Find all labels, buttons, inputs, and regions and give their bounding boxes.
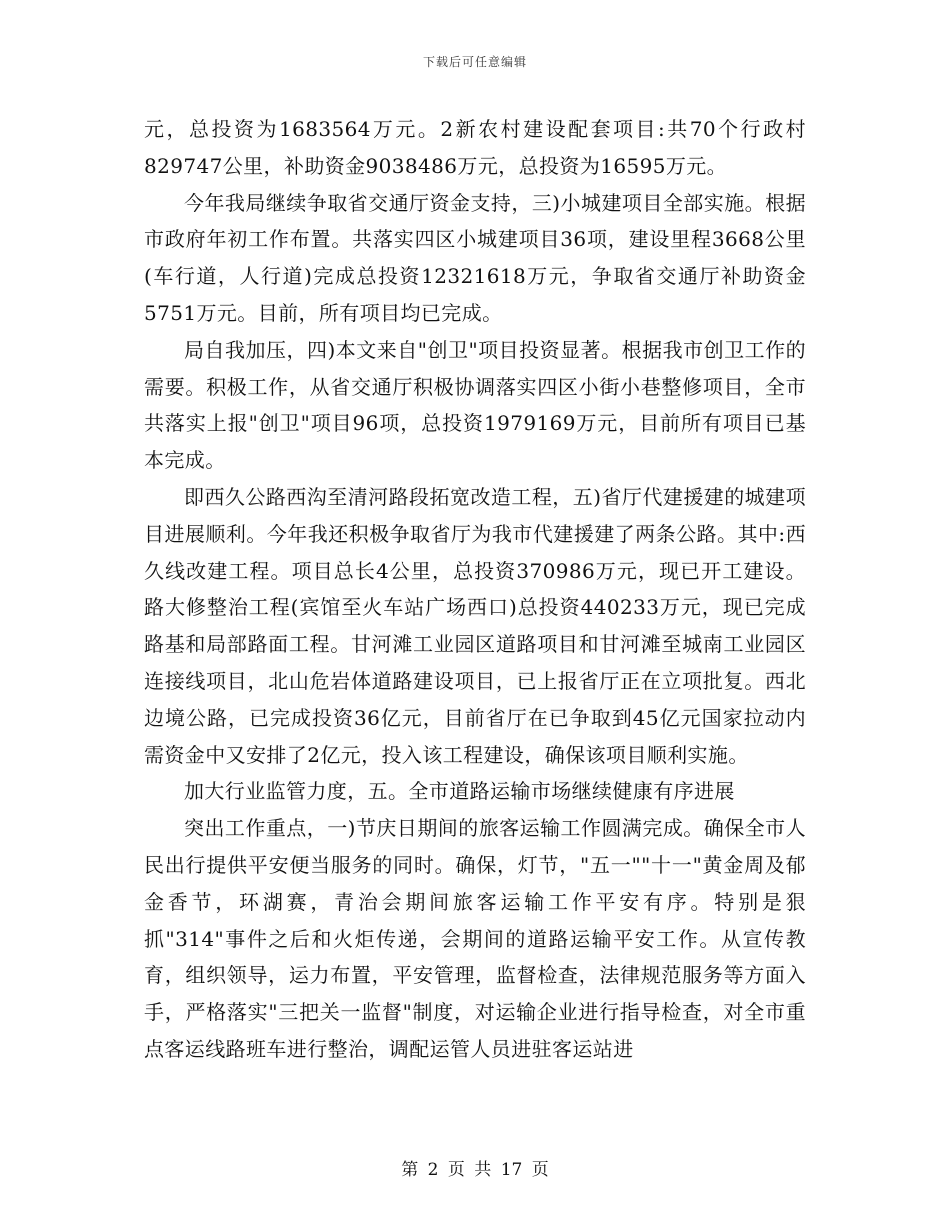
paragraph-1: 元，总投资为1683564万元。2新农村建设配套项目:共70个行政村829747公里，补助资金9038486万元，总投资为16595万元。 xyxy=(144,117,806,178)
paragraph-4: 即西久公路西沟至清河路段拓宽改造工程，五)省厅代建援建的城建项目进展顺利。今年我还积极争取省厅为我市代建援建了两条公路。其中:西久线改建工程。项目总长4公里，总投资370986万元，现已开工建设。路大修整治工程(宾馆至火车站广场西口)总投资440233万元，现已完成路基和局部路面工程。甘河滩工业园区道路项目和甘河滩至城南工业园区连接线项目，北山危岩体道路建设项目，已上报省厅正在立项批复。西北边境公路，已完成投资36亿元，目前省厅在已争取到45亿元国家拉动内需资金中又安排了2亿元，投入该工程建设，确保该项目顺利实施。 xyxy=(144,484,806,767)
page-header: 下载后可任意编辑 xyxy=(422,55,527,69)
paragraph-3: 局自我加压，四)本文来自"创卫"项目投资显著。根据我市创卫工作的需要。积极工作，从省交通厅积极协调落实四区小街小巷整修项目，全市共落实上报"创卫"项目96项，总投资1979169万元，目前所有项目已基本完成。 xyxy=(144,337,806,473)
paragraph-6: 突出工作重点，一)节庆日期间的旅客运输工作圆满完成。确保全市人民出行提供平安便当服务的同时。确保，灯节，"五一""十一"黄金周及郁金香节，环湖赛，青治会期间旅客运输工作平安有序。特别是狠抓"314"事件之后和火炬传递，会期间的道路运输平安工作。从宣传教育，组织领导，运力布置，平安管理，监督检查，法律规范服务等方面入手，严格落实"三把关一监督"制度，对运输企业进行指导检查，对全市重点客运线路班车进行整治，调配运管人员进驻客运站进 xyxy=(144,816,806,1061)
page-number-footer: 第 2 页 共 17 页 xyxy=(401,1160,549,1180)
paragraph-5: 加大行业监管力度，五。全市道路运输市场继续健康有序进展 xyxy=(184,779,735,804)
document-body xyxy=(144,111,806,1068)
paragraph-2: 今年我局继续争取省交通厅资金支持，三)小城建项目全部实施。根据市政府年初工作布置。共落实四区小城建项目36项，建设里程3668公里(车行道，人行道)完成总投资12321618万元，争取省交通厅补助资金5751万元。目前，所有项目均已完成。 xyxy=(144,190,806,325)
